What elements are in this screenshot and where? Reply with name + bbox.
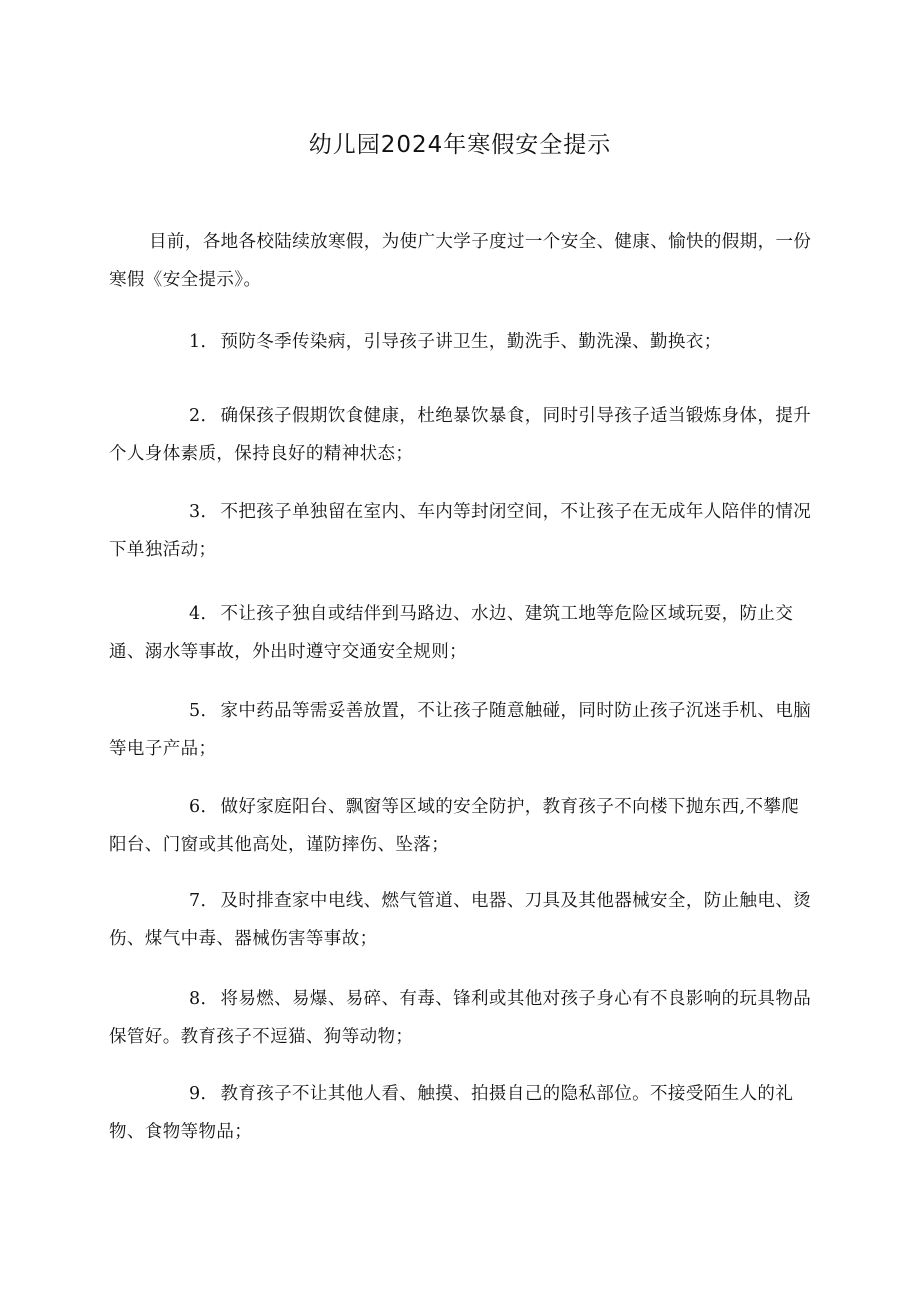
list-item-text: 将易燃、易爆、易碎、有毒、锋利或其他对孩子身心有不良影响的玩具物品保管好。教育孩子不逗猫、狗等动物； — [109, 989, 812, 1047]
list-item-number: 7． — [189, 891, 219, 911]
document-title: 幼儿园2024年寒假安全提示 — [308, 132, 612, 158]
list-item-text: 不把孩子单独留在室内、车内等封闭空间，不让孩子在无成年人陪伴的情况下单独活动； — [109, 502, 812, 560]
list-item-number: 2． — [189, 406, 219, 426]
list-item-number: 6． — [189, 797, 219, 817]
list-item-text: 做好家庭阳台、飘窗等区域的安全防护，教育孩子不向楼下抛东西,不攀爬阳台、门窗或其他高处，谨防摔伤、坠落； — [109, 797, 800, 855]
list-item-number: 1． — [189, 332, 219, 352]
list-item-3 — [109, 493, 814, 569]
list-item-text: 家中药品等需妥善放置，不让孩子随意触碰，同时防止孩子沉迷手机、电脑等电子产品； — [109, 701, 812, 759]
list-item-4 — [109, 595, 814, 671]
list-item-7 — [109, 882, 814, 958]
list-item-9 — [109, 1075, 814, 1151]
list-item-2 — [109, 397, 814, 473]
list-item-text: 不让孩子独自或结伴到马路边、水边、建筑工地等危险区域玩耍，防止交通、溺水等事故，外出时遵守交通安全规则； — [109, 604, 794, 662]
intro-paragraph: 目前，各地各校陆续放寒假，为使广大学子度过一个安全、健康、愉快的假期，一份寒假《安全提示》。 — [109, 232, 812, 290]
list-item-text: 确保孩子假期饮食健康，杜绝暴饮暴食，同时引导孩子适当锻炼身体，提升个人身体素质，保持良好的精神状态； — [109, 406, 812, 464]
list-item-text: 教育孩子不让其他人看、触摸、拍摄自己的隐私部位。不接受陌生人的礼物、食物等物品； — [109, 1084, 794, 1142]
list-item-number: 9． — [189, 1084, 219, 1104]
list-item-text: 及时排查家中电线、燃气管道、电器、刀具及其他器械安全，防止触电、烫伤、煤气中毒、器械伤害等事故； — [109, 891, 812, 949]
list-item-number: 5． — [189, 701, 219, 721]
list-item-6 — [109, 788, 814, 864]
list-item-5 — [109, 692, 814, 768]
list-item-1 — [109, 323, 814, 361]
list-item-number: 8． — [189, 989, 219, 1009]
list-item-text: 预防冬季传染病，引导孩子讲卫生，勤洗手、勤洗澡、勤换衣； — [220, 332, 722, 352]
list-item-8 — [109, 980, 814, 1056]
list-item-number: 4． — [189, 604, 219, 624]
list-item-number: 3． — [189, 502, 219, 522]
